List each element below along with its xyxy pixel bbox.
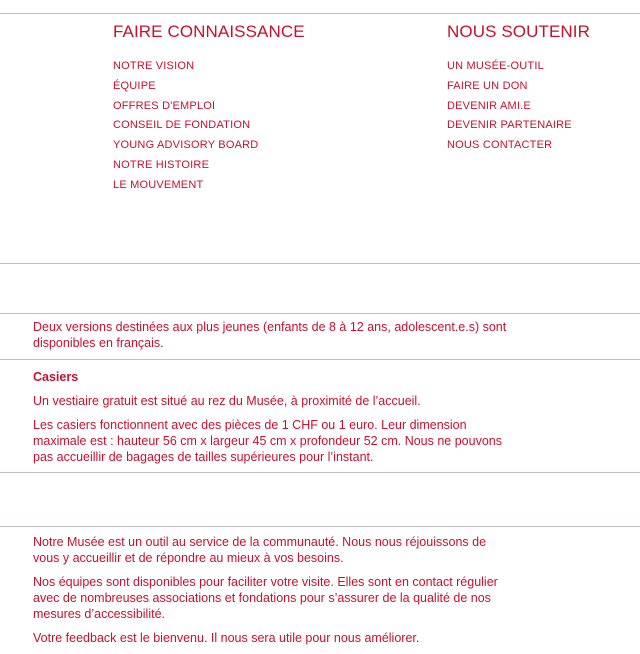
footer-link-conseil-de-fondation-text[interactable]: CONSEIL DE FONDATION xyxy=(113,119,251,132)
footer-link-le-mouvement[interactable] xyxy=(113,178,373,198)
divider-after-footer-nav xyxy=(0,263,640,264)
footer-link-equipe-text[interactable]: ÉQUIPE xyxy=(113,79,156,92)
footer-link-nous-contacter[interactable] xyxy=(447,138,627,158)
footer-link-offres-emploi[interactable] xyxy=(113,99,373,119)
divider-top xyxy=(0,13,640,14)
footer-link-le-mouvement-text[interactable]: LE MOUVEMENT xyxy=(113,178,204,191)
footer-link-un-musee-outil[interactable] xyxy=(447,59,627,79)
divider-before-community-section xyxy=(0,526,640,527)
lockers-cloakroom-text: Un vestiaire gratuit est situé au rez du Musée, à proximité de l’accueil. xyxy=(33,394,421,408)
footer-nav-list-nous-soutenir xyxy=(447,59,627,158)
footer-nav-nous-soutenir xyxy=(447,22,627,158)
footer-link-notre-histoire-text[interactable]: NOTRE HISTOIRE xyxy=(113,158,210,171)
footer-link-young-advisory-board-text[interactable]: YOUNG ADVISORY BOARD xyxy=(113,139,259,152)
footer-nav-heading-faire-connaissance: FAIRE CONNAISSANCE xyxy=(113,22,305,41)
youth-versions-text: Deux versions destinées aux plus jeunes (enfants de 8 à 12 ans, adolescent.e.s) sont disponibles en français. xyxy=(33,320,507,350)
lockers-heading: Casiers xyxy=(33,370,79,384)
lockers-dimensions-text: Les casiers fonctionnent avec des pièces de 1 CHF ou 1 euro. Leur dimension maximale est : hauteur 56 cm x largeur 45 cm x profondeur 52 cm. Nous ne pouvons pas accueillir de bagages de tailles supérieures pour l’instant. xyxy=(33,418,502,464)
footer-nav-heading-nous-soutenir: NOUS SOUTENIR xyxy=(447,22,590,41)
footer-link-devenir-ami-text[interactable]: DEVENIR AMI.E xyxy=(447,99,531,112)
footer-link-faire-un-don[interactable] xyxy=(447,79,627,99)
footer-link-faire-un-don-text[interactable]: FAIRE UN DON xyxy=(447,79,528,92)
footer-link-un-musee-outil-text[interactable]: UN MUSÉE-OUTIL xyxy=(447,60,544,72)
youth-versions-section xyxy=(33,319,513,359)
footer-link-offres-emploi-text[interactable]: OFFRES D'EMPLOI xyxy=(113,99,216,112)
community-feedback-text: Votre feedback est le bienvenu. Il nous sera utile pour nous améliorer. xyxy=(33,631,420,645)
divider-before-youth-section xyxy=(0,313,640,314)
divider-before-lockers-section xyxy=(0,359,640,360)
footer-nav-faire-connaissance xyxy=(113,22,373,198)
footer-link-devenir-ami[interactable] xyxy=(447,99,627,119)
footer-nav-list-faire-connaissance xyxy=(113,59,373,198)
community-section xyxy=(33,534,513,654)
footer-link-conseil-de-fondation[interactable] xyxy=(113,118,373,138)
footer-link-notre-histoire[interactable] xyxy=(113,158,373,178)
footer-link-equipe[interactable] xyxy=(113,79,373,99)
footer-link-nous-contacter-text[interactable]: NOUS CONTACTER xyxy=(447,139,553,152)
footer-link-devenir-partenaire-text[interactable]: DEVENIR PARTENAIRE xyxy=(447,119,572,132)
lockers-section xyxy=(33,369,513,473)
footer-link-devenir-partenaire[interactable] xyxy=(447,118,627,138)
footer-link-notre-vision-text[interactable]: NOTRE VISION xyxy=(113,60,195,72)
community-intro-text: Notre Musée est un outil au service de la communauté. Nous nous réjouissons de vous y accueillir et de répondre au mieux à vos besoins. xyxy=(33,535,487,565)
community-teams-text: Nos équipes sont disponibles pour faciliter votre visite. Elles sont en contact régulier avec de nombreuses associations et fondations pour s’assurer de la qualité de nos mesures d’accessibilité. xyxy=(33,575,498,621)
footer-link-young-advisory-board[interactable] xyxy=(113,138,373,158)
footer-link-notre-vision[interactable] xyxy=(113,59,373,79)
